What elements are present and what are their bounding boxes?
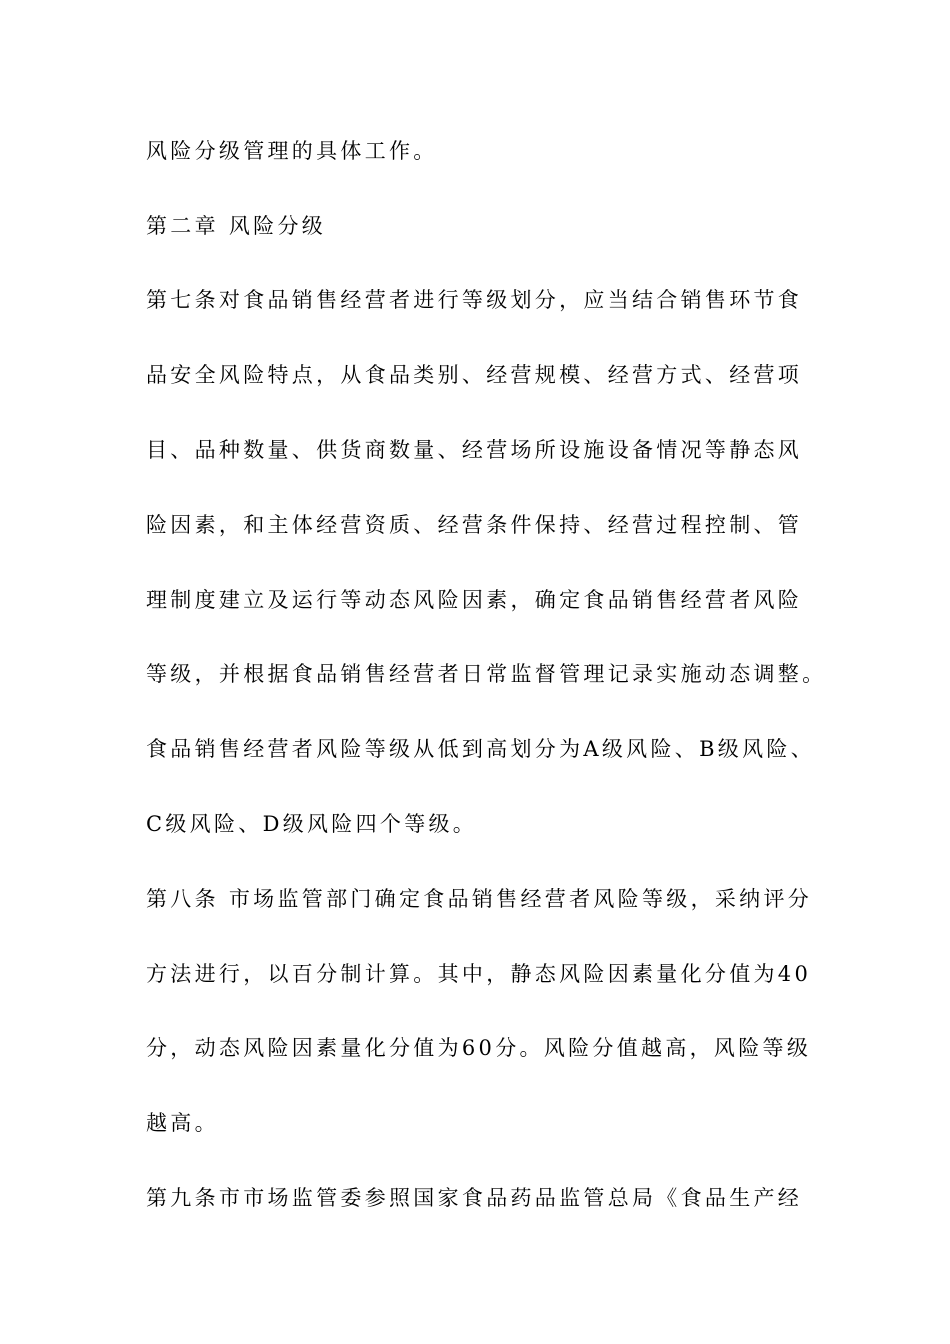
text-line: 险因素，和主体经营资质、经营条件保持、经营过程控制、管 (146, 513, 803, 537)
text-line: 越高。 (146, 1111, 219, 1135)
text-line: 风险分级管理的具体工作。 (146, 139, 438, 163)
text-line: 目、品种数量、供货商数量、经营场所设施设备情况等静态风 (146, 438, 803, 462)
text-line: 分，动态风险因素量化分值为60分。风险分值越高，风险等级 (146, 1036, 812, 1060)
text-line: 等级，并根据食品销售经营者日常监督管理记录实施动态调整。 (146, 662, 827, 686)
chapter-heading: 第二章 风险分级 (146, 214, 327, 238)
text-line: 理制度建立及运行等动态风险因素，确定食品销售经营者风险 (146, 588, 803, 612)
text-line: C级风险、D级风险四个等级。 (146, 812, 478, 836)
text-line: 第八条 市场监管部门确定食品销售经营者风险等级，采纳评分 (146, 887, 813, 911)
text-line: 方法进行，以百分制计算。其中，静态风险因素量化分值为40 (146, 962, 812, 986)
text-line: 第九条市市场监管委参照国家食品药品监管总局《食品生产经 (146, 1186, 803, 1210)
text-line: 食品销售经营者风险等级从低到高划分为A级风险、B级风险、 (146, 737, 815, 761)
text-line: 第七条对食品销售经营者进行等级划分，应当结合销售环节食 (146, 288, 803, 312)
text-line: 品安全风险特点，从食品类别、经营规模、经营方式、经营项 (146, 363, 803, 387)
